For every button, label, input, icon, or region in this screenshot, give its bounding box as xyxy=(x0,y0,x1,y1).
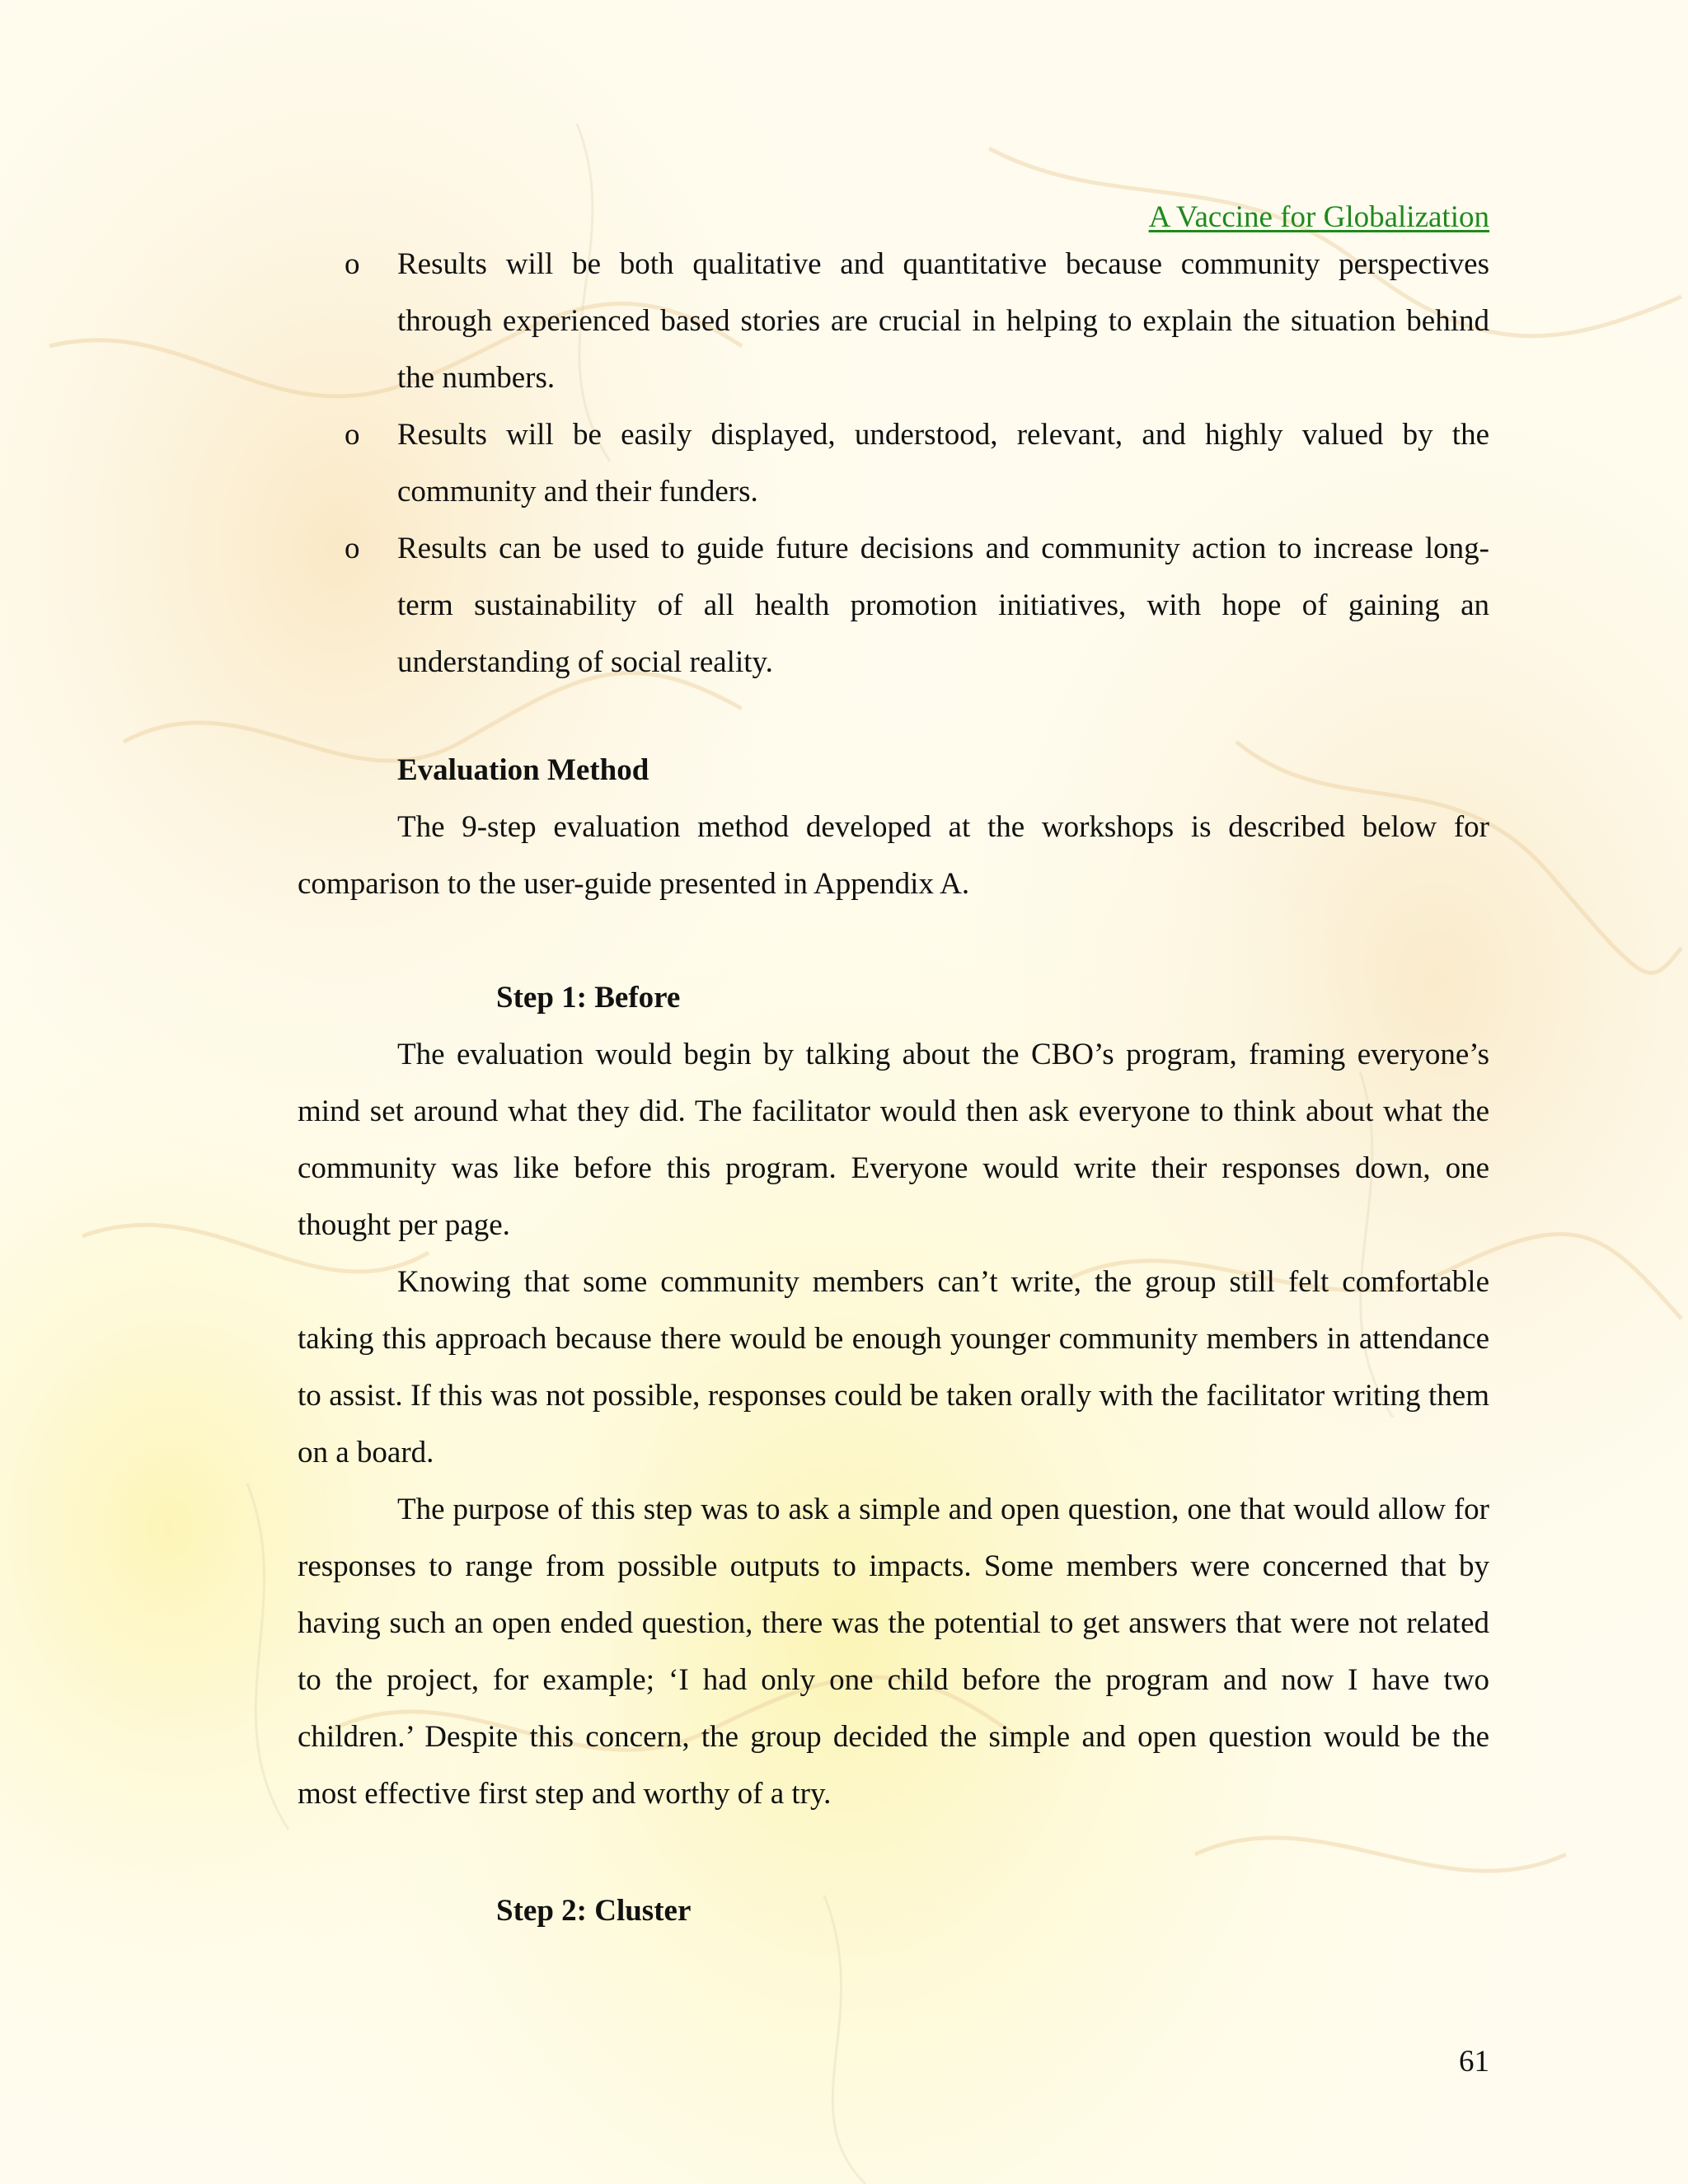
section-heading: Evaluation Method xyxy=(397,753,649,787)
paragraph: The evaluation would begin by talking about the CBO’s program, framing everyone’s mind set around what they did. The facilitator would then ask everyone to think about what the community was like before this program. Everyone would write their responses down, one thought per page. xyxy=(298,1038,1489,1242)
list-item xyxy=(0,236,1688,406)
step-heading: Step 1: Before xyxy=(496,981,681,1015)
page-number: 61 xyxy=(1459,2045,1489,2079)
bullet-marker: o xyxy=(345,247,360,281)
paragraph: The 9-step evaluation method developed at the workshops is described below for comparison to the user-guide presented in Appendix A. xyxy=(298,810,1489,901)
step-heading: Step 2: Cluster xyxy=(496,1894,692,1928)
step-1-section xyxy=(298,969,1489,1822)
list-item xyxy=(0,520,1688,691)
step-2-section xyxy=(298,1882,1489,1939)
list-item xyxy=(0,406,1688,520)
bullet-text: Results will be both qualitative and quantitative because community perspectives through experienced based stories are crucial in helping to explain the situation behind the numbers. xyxy=(397,247,1489,395)
bullet-marker: o xyxy=(345,532,360,565)
results-bullet-list xyxy=(0,236,1688,691)
bullet-marker: o xyxy=(345,418,360,452)
paragraph: Knowing that some community members can’t write, the group still felt comfortable taking this approach because there would be enough younger community members in attendance to assist. If this was not possible, responses could be taken orally with the facilitator writing them on a board. xyxy=(298,1265,1489,1469)
bullet-text: Results can be used to guide future decisions and community action to increase long-term sustainability of all health promotion initiatives, with hope of gaining an understanding of social reality. xyxy=(397,532,1489,679)
bullet-text: Results will be easily displayed, understood, relevant, and highly valued by the community and their funders. xyxy=(397,418,1489,509)
running-header: A Vaccine for Globalization xyxy=(1148,200,1489,234)
evaluation-method-section xyxy=(298,742,1489,912)
paragraph: The purpose of this step was to ask a simple and open question, one that would allow for responses to range from possible outputs to impacts. Some members were concerned that by having such an open ended question, there was the potential to get answers that were not related to the project, for example; ‘I had only one child before the program and now I have two children.’ Despite this concern, the group decided the simple and open question would be the most effective first step and worthy of a try. xyxy=(298,1493,1489,1811)
